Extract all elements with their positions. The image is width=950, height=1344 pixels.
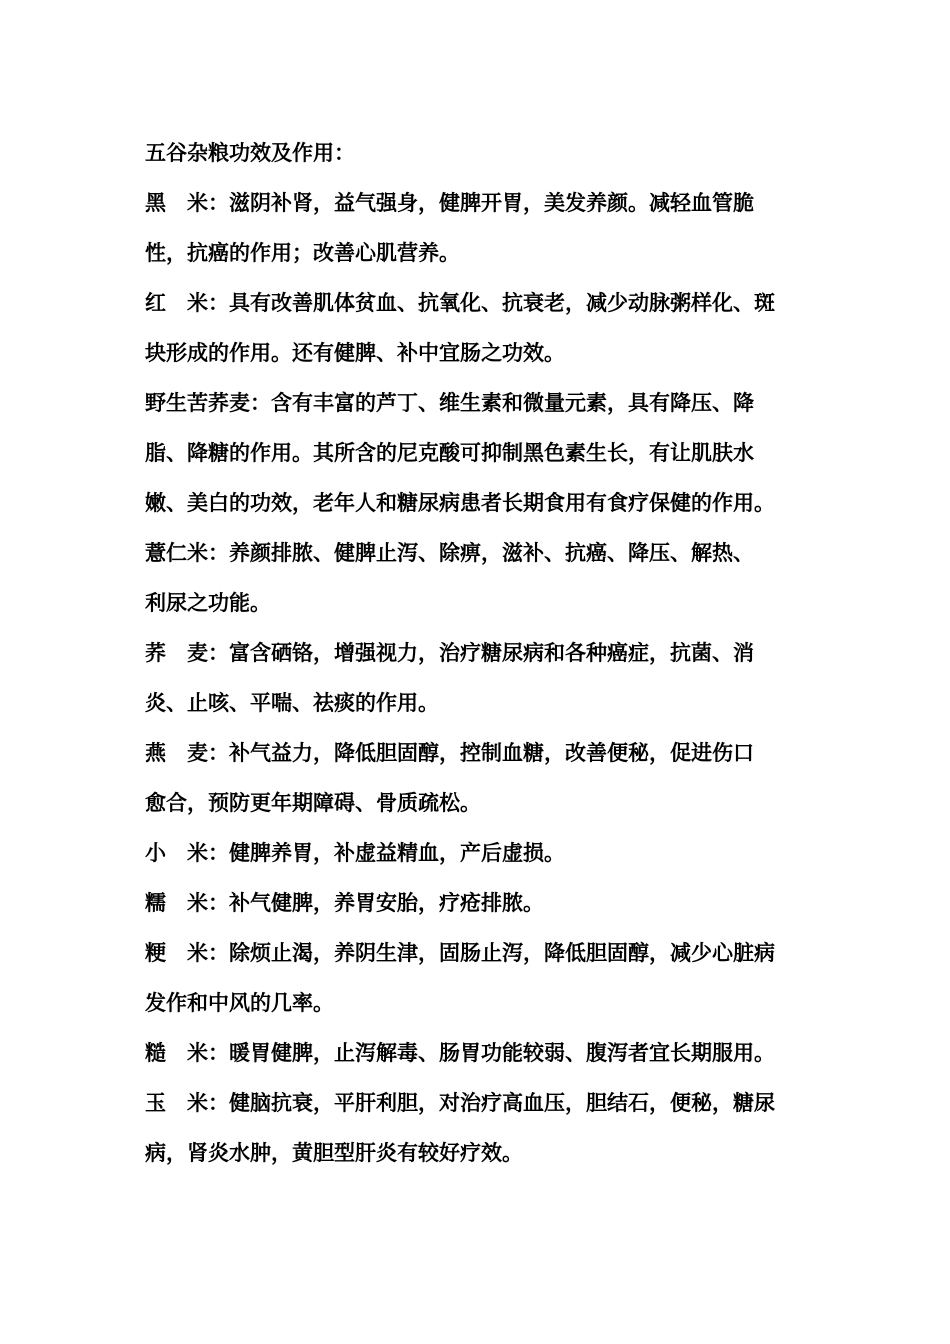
text-line: 黑 米：滋阴补肾，益气强身，健脾开胃，美发养颜。减轻血管脆 bbox=[145, 191, 754, 215]
text-line: 性，抗癌的作用；改善心肌营养。 bbox=[145, 241, 460, 265]
text-line: 病，肾炎水肿，黄胆型肝炎有较好疗效。 bbox=[145, 1141, 523, 1165]
text-line: 薏仁米：养颜排脓、健脾止泻、除痹，滋补、抗癌、降压、解热、 bbox=[145, 541, 754, 565]
text-line: 红 米：具有改善肌体贫血、抗氧化、抗衰老，减少动脉粥样化、斑 bbox=[145, 291, 775, 315]
document-title: 五谷杂粮功效及作用： bbox=[145, 141, 355, 165]
document-page bbox=[145, 128, 810, 1178]
text-line: 愈合，预防更年期障碍、骨质疏松。 bbox=[145, 791, 481, 815]
text-line: 粳 米：除烦止渴，养阴生津，固肠止泻，降低胆固醇，减少心脏病 bbox=[145, 941, 775, 965]
text-line: 脂、降糖的作用。其所含的尼克酸可抑制黑色素生长，有让肌肤水 bbox=[145, 441, 754, 465]
text-line: 糙 米：暖胃健脾，止泻解毒、肠胃功能较弱、腹泻者宜长期服用。 bbox=[145, 1041, 775, 1065]
text-line: 发作和中风的几率。 bbox=[145, 991, 334, 1015]
text-line: 利尿之功能。 bbox=[145, 591, 271, 615]
text-line: 嫩、美白的功效，老年人和糖尿病患者长期食用有食疗保健的作用。 bbox=[145, 491, 775, 515]
text-line: 糯 米：补气健脾，养胃安胎，疗疮排脓。 bbox=[145, 891, 544, 915]
text-line: 玉 米：健脑抗衰，平肝利胆，对治疗高血压，胆结石，便秘，糖尿 bbox=[145, 1091, 775, 1115]
text-line: 块形成的作用。还有健脾、补中宜肠之功效。 bbox=[145, 341, 565, 365]
text-line: 炎、止咳、平喘、祛痰的作用。 bbox=[145, 691, 439, 715]
text-line: 野生苦荞麦：含有丰富的芦丁、维生素和微量元素，具有降压、降 bbox=[145, 391, 754, 415]
text-line: 燕 麦：补气益力，降低胆固醇，控制血糖，改善便秘，促进伤口 bbox=[145, 741, 754, 765]
text-line: 小 米：健脾养胃，补虚益精血，产后虚损。 bbox=[145, 841, 565, 865]
text-line: 荞 麦：富含硒铬，增强视力，治疗糖尿病和各种癌症，抗菌、消 bbox=[145, 641, 754, 665]
